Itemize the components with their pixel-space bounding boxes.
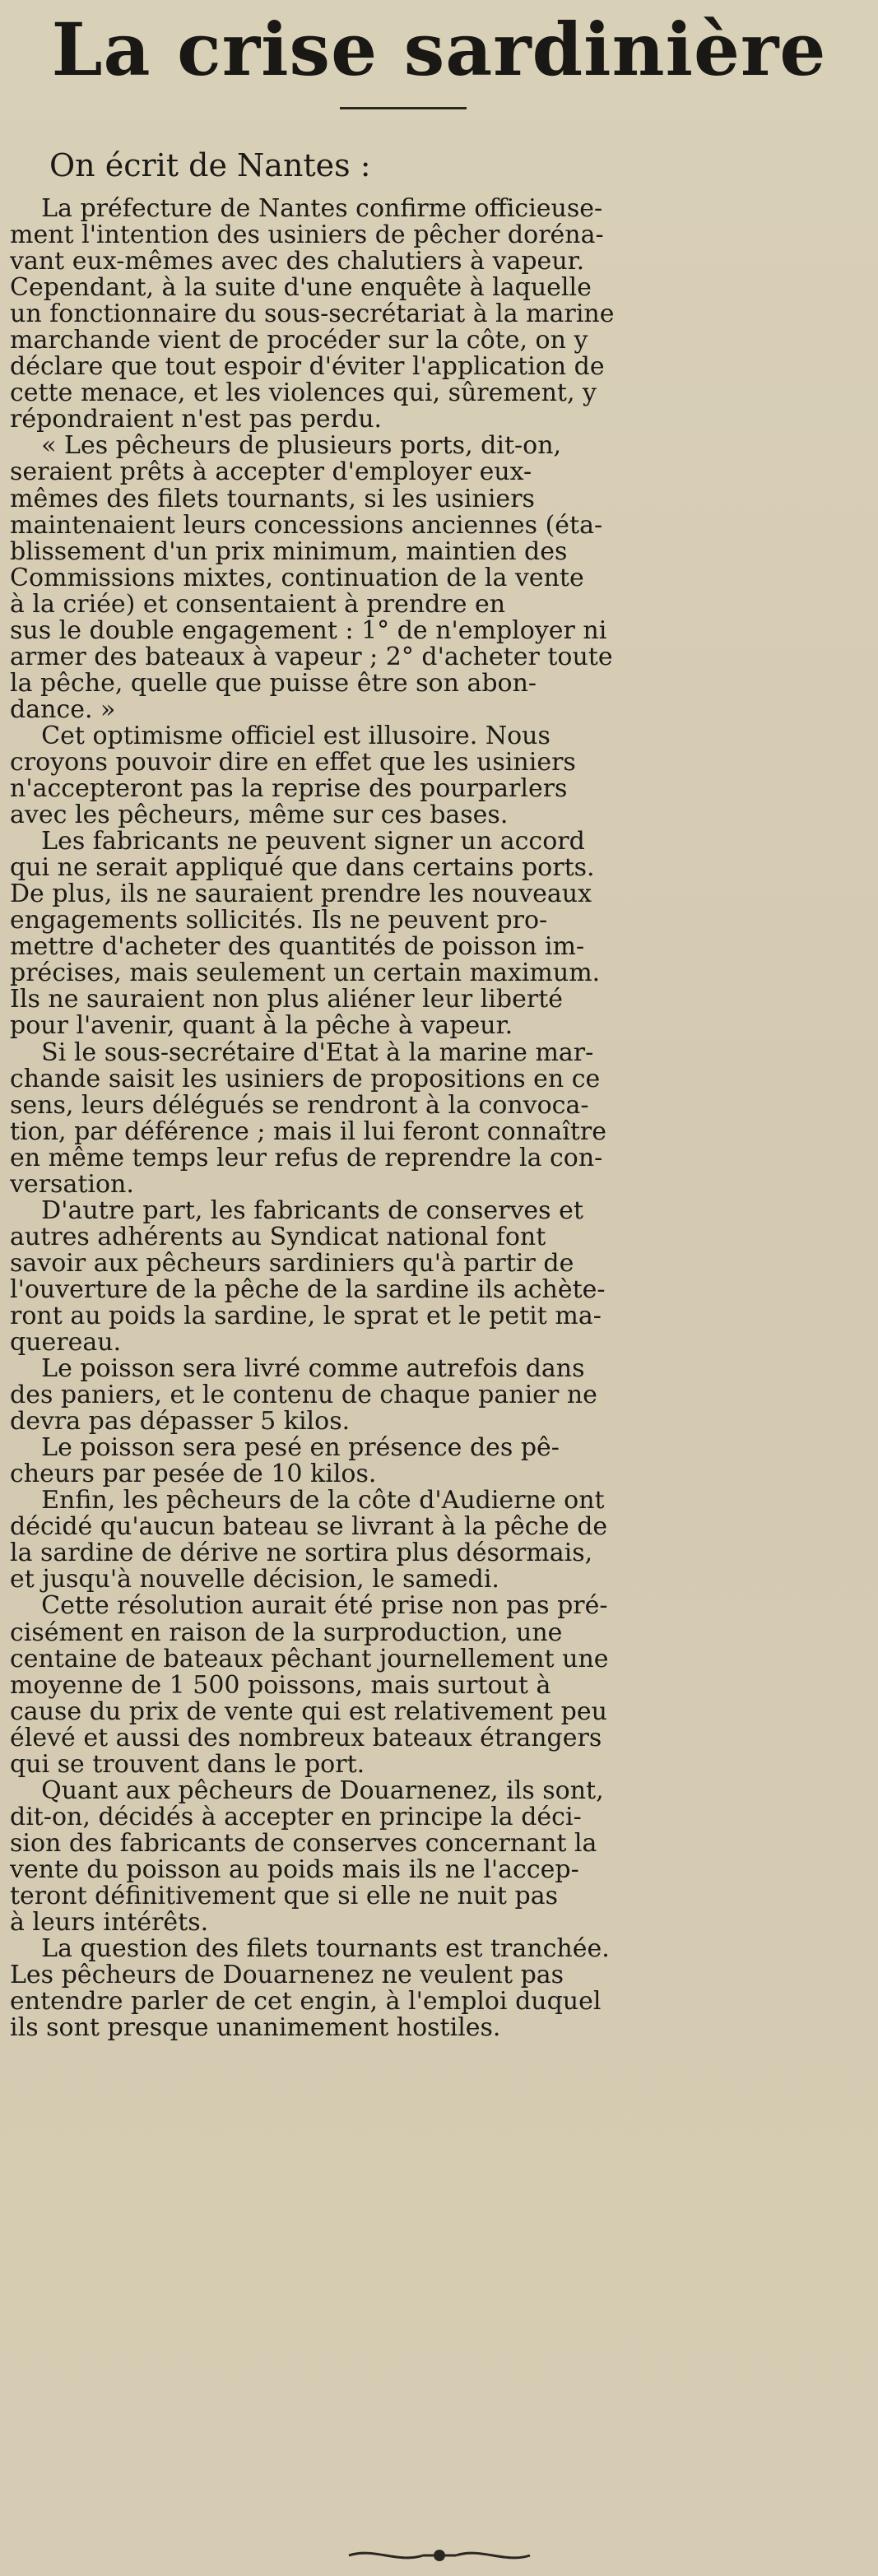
article-line: La question des filets tournants est tranchée.	[10, 1936, 610, 1963]
article-line: sion des fabricants de conserves concernant la	[10, 1830, 597, 1857]
article-line: ront au poids la sardine, le sprat et le petit ma-	[10, 1302, 602, 1330]
article-line: entendre parler de cet engin, à l'emploi duquel	[10, 1989, 602, 2016]
article-line: Cet optimisme officiel est illusoire. Nous	[10, 722, 550, 750]
article-line: versation.	[10, 1171, 134, 1198]
article-line: des paniers, et le contenu de chaque panier ne	[10, 1382, 597, 1409]
article-line: teront définitivement que si elle ne nuit pas	[10, 1883, 558, 1910]
article-line: dance. »	[10, 696, 116, 723]
article-line: la sardine de dérive ne sortira plus désormais,	[10, 1540, 593, 1567]
article-line: vente du poisson au poids mais ils ne l'accep-	[10, 1856, 579, 1883]
article-line: La préfecture de Nantes confirme officieuse-	[10, 196, 603, 223]
article-line: mettre d'acheter des quantités de poisson im-	[10, 934, 585, 961]
article-line: croyons pouvoir dire en effet que les usiniers	[10, 749, 576, 777]
ornament-flourish-icon	[341, 2544, 538, 2567]
article-line: ment l'intention des usiniers de pêcher doréna-	[10, 222, 604, 249]
end-ornament	[0, 2544, 878, 2567]
article-title: La crise sardinière	[51, 7, 827, 92]
article-line: vant eux-mêmes avec des chalutiers à vapeur.	[10, 248, 585, 276]
article-line: décidé qu'aucun bateau se livrant à la pêche de	[10, 1514, 608, 1541]
article-line: engagements sollicités. Ils ne peuvent pro-	[10, 907, 548, 935]
article-line: déclare que tout espoir d'éviter l'application de	[10, 354, 605, 381]
article-line: dit-on, décidés à accepter en principe la déci-	[10, 1803, 582, 1831]
article-line: moyenne de 1 500 poissons, mais surtout à	[10, 1672, 551, 1699]
article-body	[10, 196, 857, 2041]
article-line: Cependant, à la suite d'une enquête à laquelle	[10, 275, 592, 302]
article-line: Ils ne sauraient non plus aliéner leur liberté	[10, 986, 563, 1014]
article-line: tion, par déférence ; mais il lui feront connaître	[10, 1118, 606, 1145]
article-line: Si le sous-secrétaire d'Etat à la marine mar-	[10, 1039, 594, 1066]
article-line: De plus, ils ne sauraient prendre les nouveaux	[10, 881, 592, 908]
article-line: Le poisson sera pesé en présence des pê-	[10, 1435, 560, 1462]
article-line: précises, mais seulement un certain maximum.	[10, 960, 601, 987]
article-line: en même temps leur refus de reprendre la con-	[10, 1144, 603, 1172]
article-line: Les fabricants ne peuvent signer un accord	[10, 828, 585, 856]
article-line: Cette résolution aurait été prise non pas pré-	[10, 1593, 608, 1620]
article-line: savoir aux pêcheurs sardiniers qu'à partir de	[10, 1250, 574, 1277]
article-line: cette menace, et les violences qui, sûrement, y	[10, 380, 597, 407]
article-line: qui se trouvent dans le port.	[10, 1751, 365, 1778]
article-line: mêmes des filets tournants, si les usiniers	[10, 485, 535, 513]
article-line: cisément en raison de la surproduction, une	[10, 1619, 563, 1646]
article-line: et jusqu'à nouvelle décision, le samedi.	[10, 1566, 499, 1594]
article-line: maintenaient leurs concessions anciennes (éta-	[10, 512, 603, 539]
article-line: armer des bateaux à vapeur ; 2° d'acheter toute	[10, 643, 613, 671]
article-line: élevé et aussi des nombreux bateaux étrangers	[10, 1724, 602, 1752]
article-line: seraient prêts à accepter d'employer eux-	[10, 459, 532, 486]
article-line: Enfin, les pêcheurs de la côte d'Audierne ont	[10, 1488, 605, 1515]
article-line: centaine de bateaux pêchant journellement une	[10, 1645, 609, 1673]
article-line: ils sont presque unanimement hostiles.	[10, 2015, 501, 2042]
article-line: l'ouverture de la pêche de la sardine ils achète-	[10, 1276, 606, 1303]
article-line: Le poisson sera livré comme autrefois dans	[10, 1356, 585, 1383]
article-line: cheurs par pesée de 10 kilos.	[10, 1461, 377, 1488]
article-line: Quant aux pêcheurs de Douarnenez, ils sont,	[10, 1777, 604, 1804]
article-line: avec les pêcheurs, même sur ces bases.	[10, 802, 509, 829]
article-line: répondraient n'est pas perdu.	[10, 406, 383, 434]
article-line: pour l'avenir, quant à la pêche à vapeur.	[10, 1013, 513, 1040]
article-line: un fonctionnaire du sous-secrétariat à la marine	[10, 301, 615, 328]
article-line: « Les pêcheurs de plusieurs ports, dit-on,	[10, 433, 562, 460]
article-line: cause du prix de vente qui est relativement peu	[10, 1698, 607, 1725]
article-line: Les pêcheurs de Douarnenez ne veulent pas	[10, 1962, 564, 1989]
article-line: qui ne serait appliqué que dans certains ports.	[10, 855, 595, 882]
article-line: devra pas dépasser 5 kilos.	[10, 1409, 351, 1436]
article-line: sus le double engagement : 1° de n'employer ni	[10, 617, 607, 644]
article-line: chande saisit les usiniers de propositions en ce	[10, 1065, 601, 1093]
article-line: à la criée) et consentaient à prendre en	[10, 591, 506, 618]
article-line: blissement d'un prix minimum, maintien des	[10, 538, 568, 565]
article-line: n'accepteront pas la reprise des pourparlers	[10, 776, 568, 803]
article-dateline: On écrit de Nantes :	[49, 147, 371, 183]
article-line: D'autre part, les fabricants de conserves et	[10, 1197, 583, 1224]
article-line: quereau.	[10, 1330, 122, 1357]
title-rule	[340, 107, 467, 109]
article-line: Commissions mixtes, continuation de la vente	[10, 564, 584, 592]
article-line: sens, leurs délégués se rendront à la convoca-	[10, 1092, 589, 1119]
article-line: à leurs intérêts.	[10, 1910, 209, 1937]
article-line: marchande vient de procéder sur la côte, on y	[10, 327, 588, 355]
article-line: autres adhérents au Syndicat national font	[10, 1223, 546, 1251]
article-line: la pêche, quelle que puisse être son abon-	[10, 670, 537, 697]
